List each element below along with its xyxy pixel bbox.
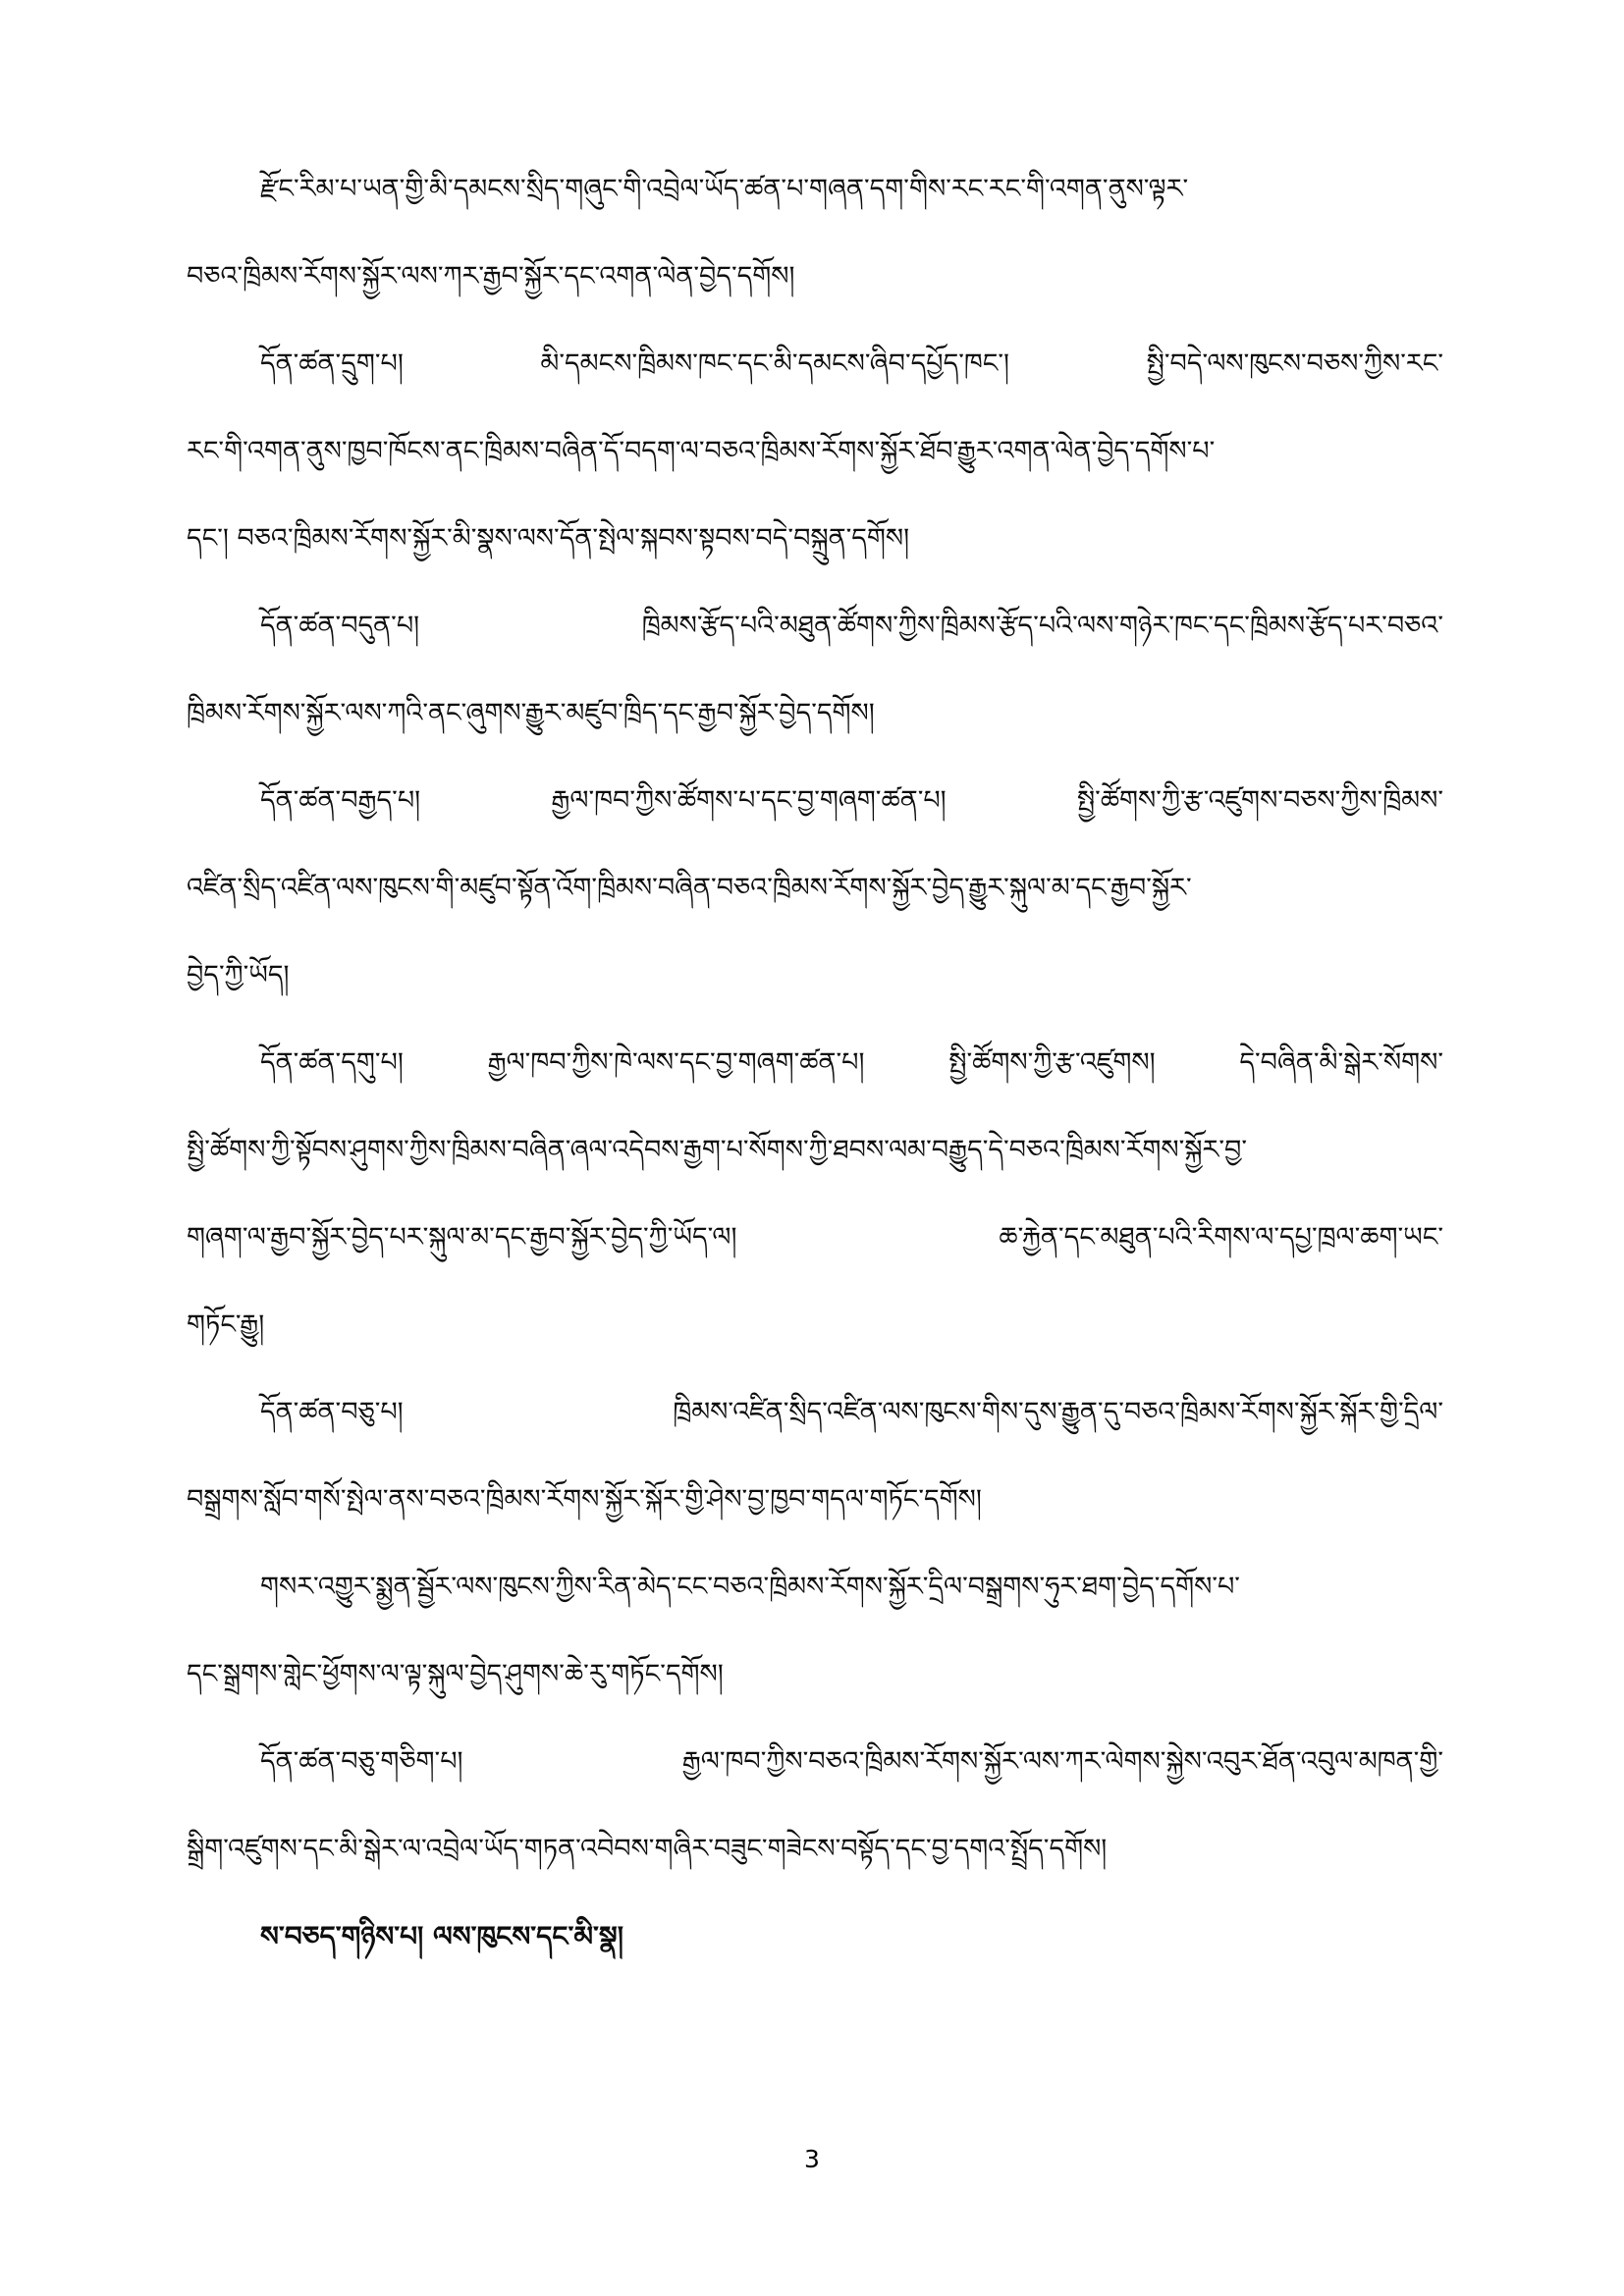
text-line: སྤྱི་ཚོགས་ཀྱི་སྟོབས་ཤུགས་ཀྱིས་ཁྲིམས་བཞིན་ཞལ་འདེབས་རྒྱག་པ་སོགས་ཀྱི་ཐབས་ལམ་བརྒྱུད་དེ་བཅའ་ཁྲིམས་རོགས་སྐྱོར་བྱ་	[187, 1135, 1247, 1165]
text-line: དོན་ཚན་བརྒྱད་པ། རྒྱལ་ཁབ་ཀྱིས་ཚོགས་པ་དང་བྱ་གཞག་ཚན་པ། སྤྱི་ཚོགས་ཀྱི་རྩ་འཛུགས་བཅས་ཀྱིས་ཁྲིམས་	[260, 785, 1443, 816]
text-line: བསྒྲགས་སློབ་གསོ་སྤེལ་ནས་བཅའ་ཁྲིམས་རོགས་སྐྱོར་སྐོར་གྱི་ཤེས་བྱ་ཁྱབ་གདལ་གཏོང་དགོས།	[187, 1484, 982, 1515]
page-number: 3	[804, 2145, 820, 2173]
paragraph	[187, 320, 1443, 582]
text-line: དང་སྒྲགས་གླེང་ཕྱོགས་ལ་ལྟ་སྐུལ་བྱེད་ཤུགས་ཆེ་རུ་གཏོང་དགོས།	[187, 1659, 724, 1689]
document-body	[187, 145, 1443, 1980]
paragraph	[187, 1893, 1443, 1980]
paragraph	[187, 1543, 1443, 1718]
text-line: དོན་ཚན་དགུ་པ། རྒྱལ་ཁབ་ཀྱིས་ཁེ་ལས་དང་བྱ་གཞག་ཚན་པ། སྤྱི་ཚོགས་ཀྱི་རྩ་འཛུགས། དེ་བཞིན་མི་སྒེར་སོགས་	[260, 1047, 1443, 1078]
text-line: དོན་ཚན་བདུན་པ། ཁྲིམས་རྩོད་པའི་མཐུན་ཚོགས་ཀྱིས་ཁྲིམས་རྩོད་པའི་ལས་གཉེར་ཁང་དང་ཁྲིམས་རྩོད་པར་བཅའ་	[260, 611, 1443, 641]
text-line: སྒྲིག་འཛུགས་དང་མི་སྒེར་ལ་འབྲེལ་ཡོད་གཏན་འབེབས་གཞིར་བཟུང་གཟེངས་བསྟོད་དང་བྱ་དགའ་སྤྲོད་དགོས།	[187, 1834, 1108, 1864]
text-line: དང་། བཅའ་ཁྲིམས་རོགས་སྐྱོར་མི་སྣས་ལས་དོན་སྤེལ་སྐབས་སྟབས་བདེ་བསྐྲུན་དགོས།	[187, 523, 910, 554]
text-line: དོན་ཚན་དྲུག་པ། མི་དམངས་ཁྲིམས་ཁང་དང་མི་དམངས་ཞིབ་དཔྱོད་ཁང་། སྤྱི་བདེ་ལས་ཁུངས་བཅས་ཀྱིས་རང་	[260, 348, 1443, 379]
text-line: རང་གི་འགན་ནུས་ཁྱབ་ཁོངས་ནང་ཁྲིམས་བཞིན་དོ་བདག་ལ་བཅའ་ཁྲིམས་རོགས་སྐྱོར་ཐོབ་རྒྱུར་འགན་ལེན་བྱེད་དགོས་པ་	[187, 436, 1216, 466]
text-line: གསར་འགྱུར་སྨྱན་སྦྱོར་ལས་ཁུངས་ཀྱིས་རིན་མེད་ངང་བཅའ་ཁྲིམས་རོགས་སྐྱོར་དྲིལ་བསྒྲགས་ཧུར་ཐག་བྱེད་དགོས་པ་	[260, 1572, 1240, 1602]
text-line: གཏོང་རྒྱུ།	[187, 1309, 265, 1340]
paragraph	[187, 582, 1443, 757]
text-line: བཅའ་ཁྲིམས་རོགས་སྐྱོར་ལས་ཀར་རྒྱབ་སྐྱོར་དང་འགན་ལེན་བྱེད་དགོས།	[187, 261, 795, 292]
text-line: བྱེད་ཀྱི་ཡོད།	[187, 960, 290, 990]
text-line: གཞག་ལ་རྒྱབ་སྐྱོར་བྱེད་པར་སྐུལ་མ་དང་རྒྱབ་སྐྱོར་བྱེད་ཀྱི་ཡོད་ལ། ཆ་རྐྱེན་དང་མཐུན་པའི་རིགས་ལ་དཔྱ་ཁྲལ་ཆག་ཡང་	[187, 1222, 1443, 1253]
paragraph	[187, 1368, 1443, 1543]
paragraph	[187, 757, 1443, 1019]
text-line: དོན་ཚན་བཅུ་པ། ཁྲིམས་འཛིན་སྲིད་འཛིན་ལས་ཁུངས་གིས་དུས་རྒྱུན་དུ་བཅའ་ཁྲིམས་རོགས་སྐྱོར་སྐོར་གྱི་དྲིལ་	[260, 1397, 1443, 1427]
paragraph	[187, 1019, 1443, 1368]
section-heading: ས་བཅད་གཉིས་པ། ལས་ཁུངས་དང་མི་སྣ།	[260, 1920, 623, 1952]
paragraph	[187, 1718, 1443, 1893]
text-line: འཛིན་སྲིད་འཛིན་ལས་ཁུངས་གི་མཛུབ་སྟོན་འོག་ཁྲིམས་བཞིན་བཅའ་ཁྲིམས་རོགས་སྐྱོར་བྱེད་རྒྱུར་སྐུལ་མ་དང་རྒྱབ་སྐྱོར་	[187, 873, 1192, 903]
text-line: རྫོང་རིམ་པ་ཡན་གྱི་མི་དམངས་སྲིད་གཞུང་གི་འབྲེལ་ཡོད་ཚན་པ་གཞན་དག་གིས་རང་རང་གི་འགན་ནུས་ལྟར་	[260, 174, 1189, 204]
text-line: དོན་ཚན་བཅུ་གཅིག་པ། རྒྱལ་ཁབ་ཀྱིས་བཅའ་ཁྲིམས་རོགས་སྐྱོར་ལས་ཀར་ལེགས་སྐྱེས་འབུར་ཐོན་འབུལ་མཁན་གྱི་	[260, 1746, 1443, 1777]
paragraph	[187, 145, 1443, 320]
text-line: ཁྲིམས་རོགས་སྐྱོར་ལས་ཀའི་ནང་ཞུགས་རྒྱུར་མཛུབ་ཁྲིད་དང་རྒྱབ་སྐྱོར་བྱེད་དགོས།	[187, 698, 875, 728]
